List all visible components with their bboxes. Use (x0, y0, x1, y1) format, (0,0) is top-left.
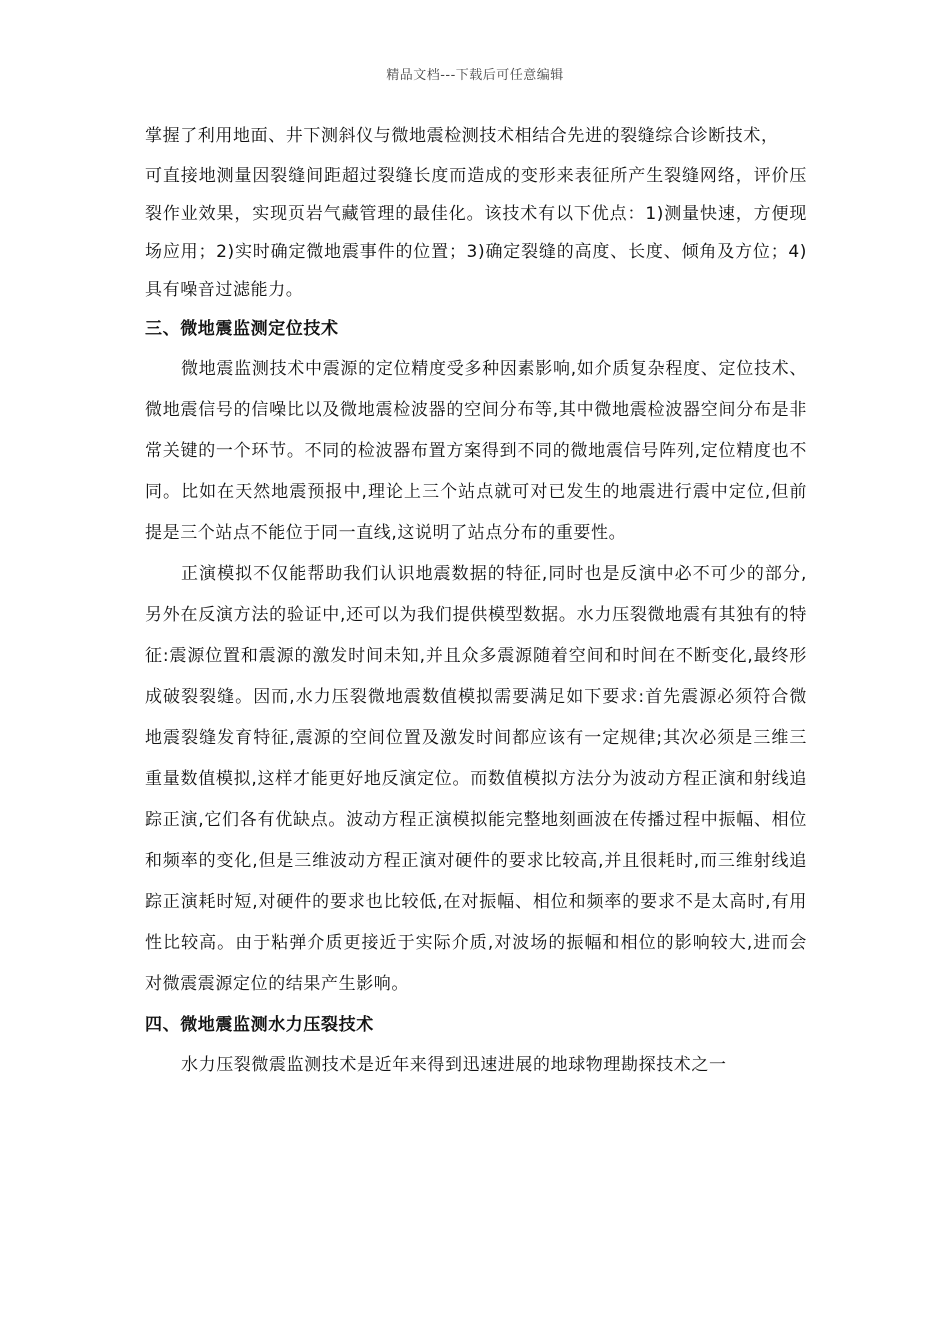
section-heading-3: 三、微地震监测定位技术 (145, 319, 339, 339)
paragraph-1: 掌握了利用地面、井下测斜仪与微地震检测技术相结合先进的裂缝综合诊断技术， (145, 126, 779, 146)
section-heading-4: 四、微地震监测水力压裂技术 (145, 1015, 374, 1035)
paragraph-2: 可直接地测量因裂缝间距超过裂缝长度而造成的变形来表征所产生裂缝网络，评价压裂作业效果，实现页岩气藏管理的最佳化。该技术有以下优点：1)测量快速，方便现场应用；2)实时确定微地震事件的位置；3)确定裂缝的高度、长度、倾角及方位；4)具有噪音过滤能力。 (145, 166, 807, 300)
paragraph-4: 正演模拟不仅能帮助我们认识地震数据的特征,同时也是反演中必不可少的部分,另外在反演方法的验证中,还可以为我们提供模型数据。水力压裂微地震有其独有的特征:震源位置和震源的激发时间未知,并且众多震源随着空间和时间在不断变化,最终形成破裂裂缝。因而,水力压裂微地震数值模拟需要满足如下要求:首先震源必须符合微地震裂缝发育特征,震源的空间位置及激发时间都应该有一定规律;其次必须是三维三重量数值模拟,这样才能更好地反演定位。而数值模拟方法分为波动方程正演和射线追踪正演,它们各有优缺点。波动方程正演模拟能完整地刻画波在传播过程中振幅、相位和频率的变化,但是三维波动方程正演对硬件的要求比较高,并且很耗时,而三维射线追踪正演耗时短,对硬件的要求也比较低,在对振幅、相位和频率的要求不是太高时,有用性比较高。由于粘弹介质更接近于实际介质,对波场的振幅和相位的影响较大,进而会对微震震源定位的结果产生影响。 (145, 564, 807, 994)
paragraph-3: 微地震监测技术中震源的定位精度受多种因素影响,如介质复杂程度、定位技术、微地震信号的信噪比以及微地震检波器的空间分布等,其中微地震检波器空间分布是非常关键的一个环节。不同的检波器布置方案得到不同的微地震信号阵列,定位精度也不同。比如在天然地震预报中,理论上三个站点就可对已发生的地震进行震中定位,但前提是三个站点不能位于同一直线,这说明了站点分布的重要性。 (145, 359, 807, 543)
page-header: 精品文档---下载后可任意编辑 (386, 68, 564, 83)
document-body (145, 116, 807, 1086)
paragraph-5: 水力压裂微震监测技术是近年来得到迅速进展的地球物理勘探技术之一 (181, 1055, 727, 1075)
